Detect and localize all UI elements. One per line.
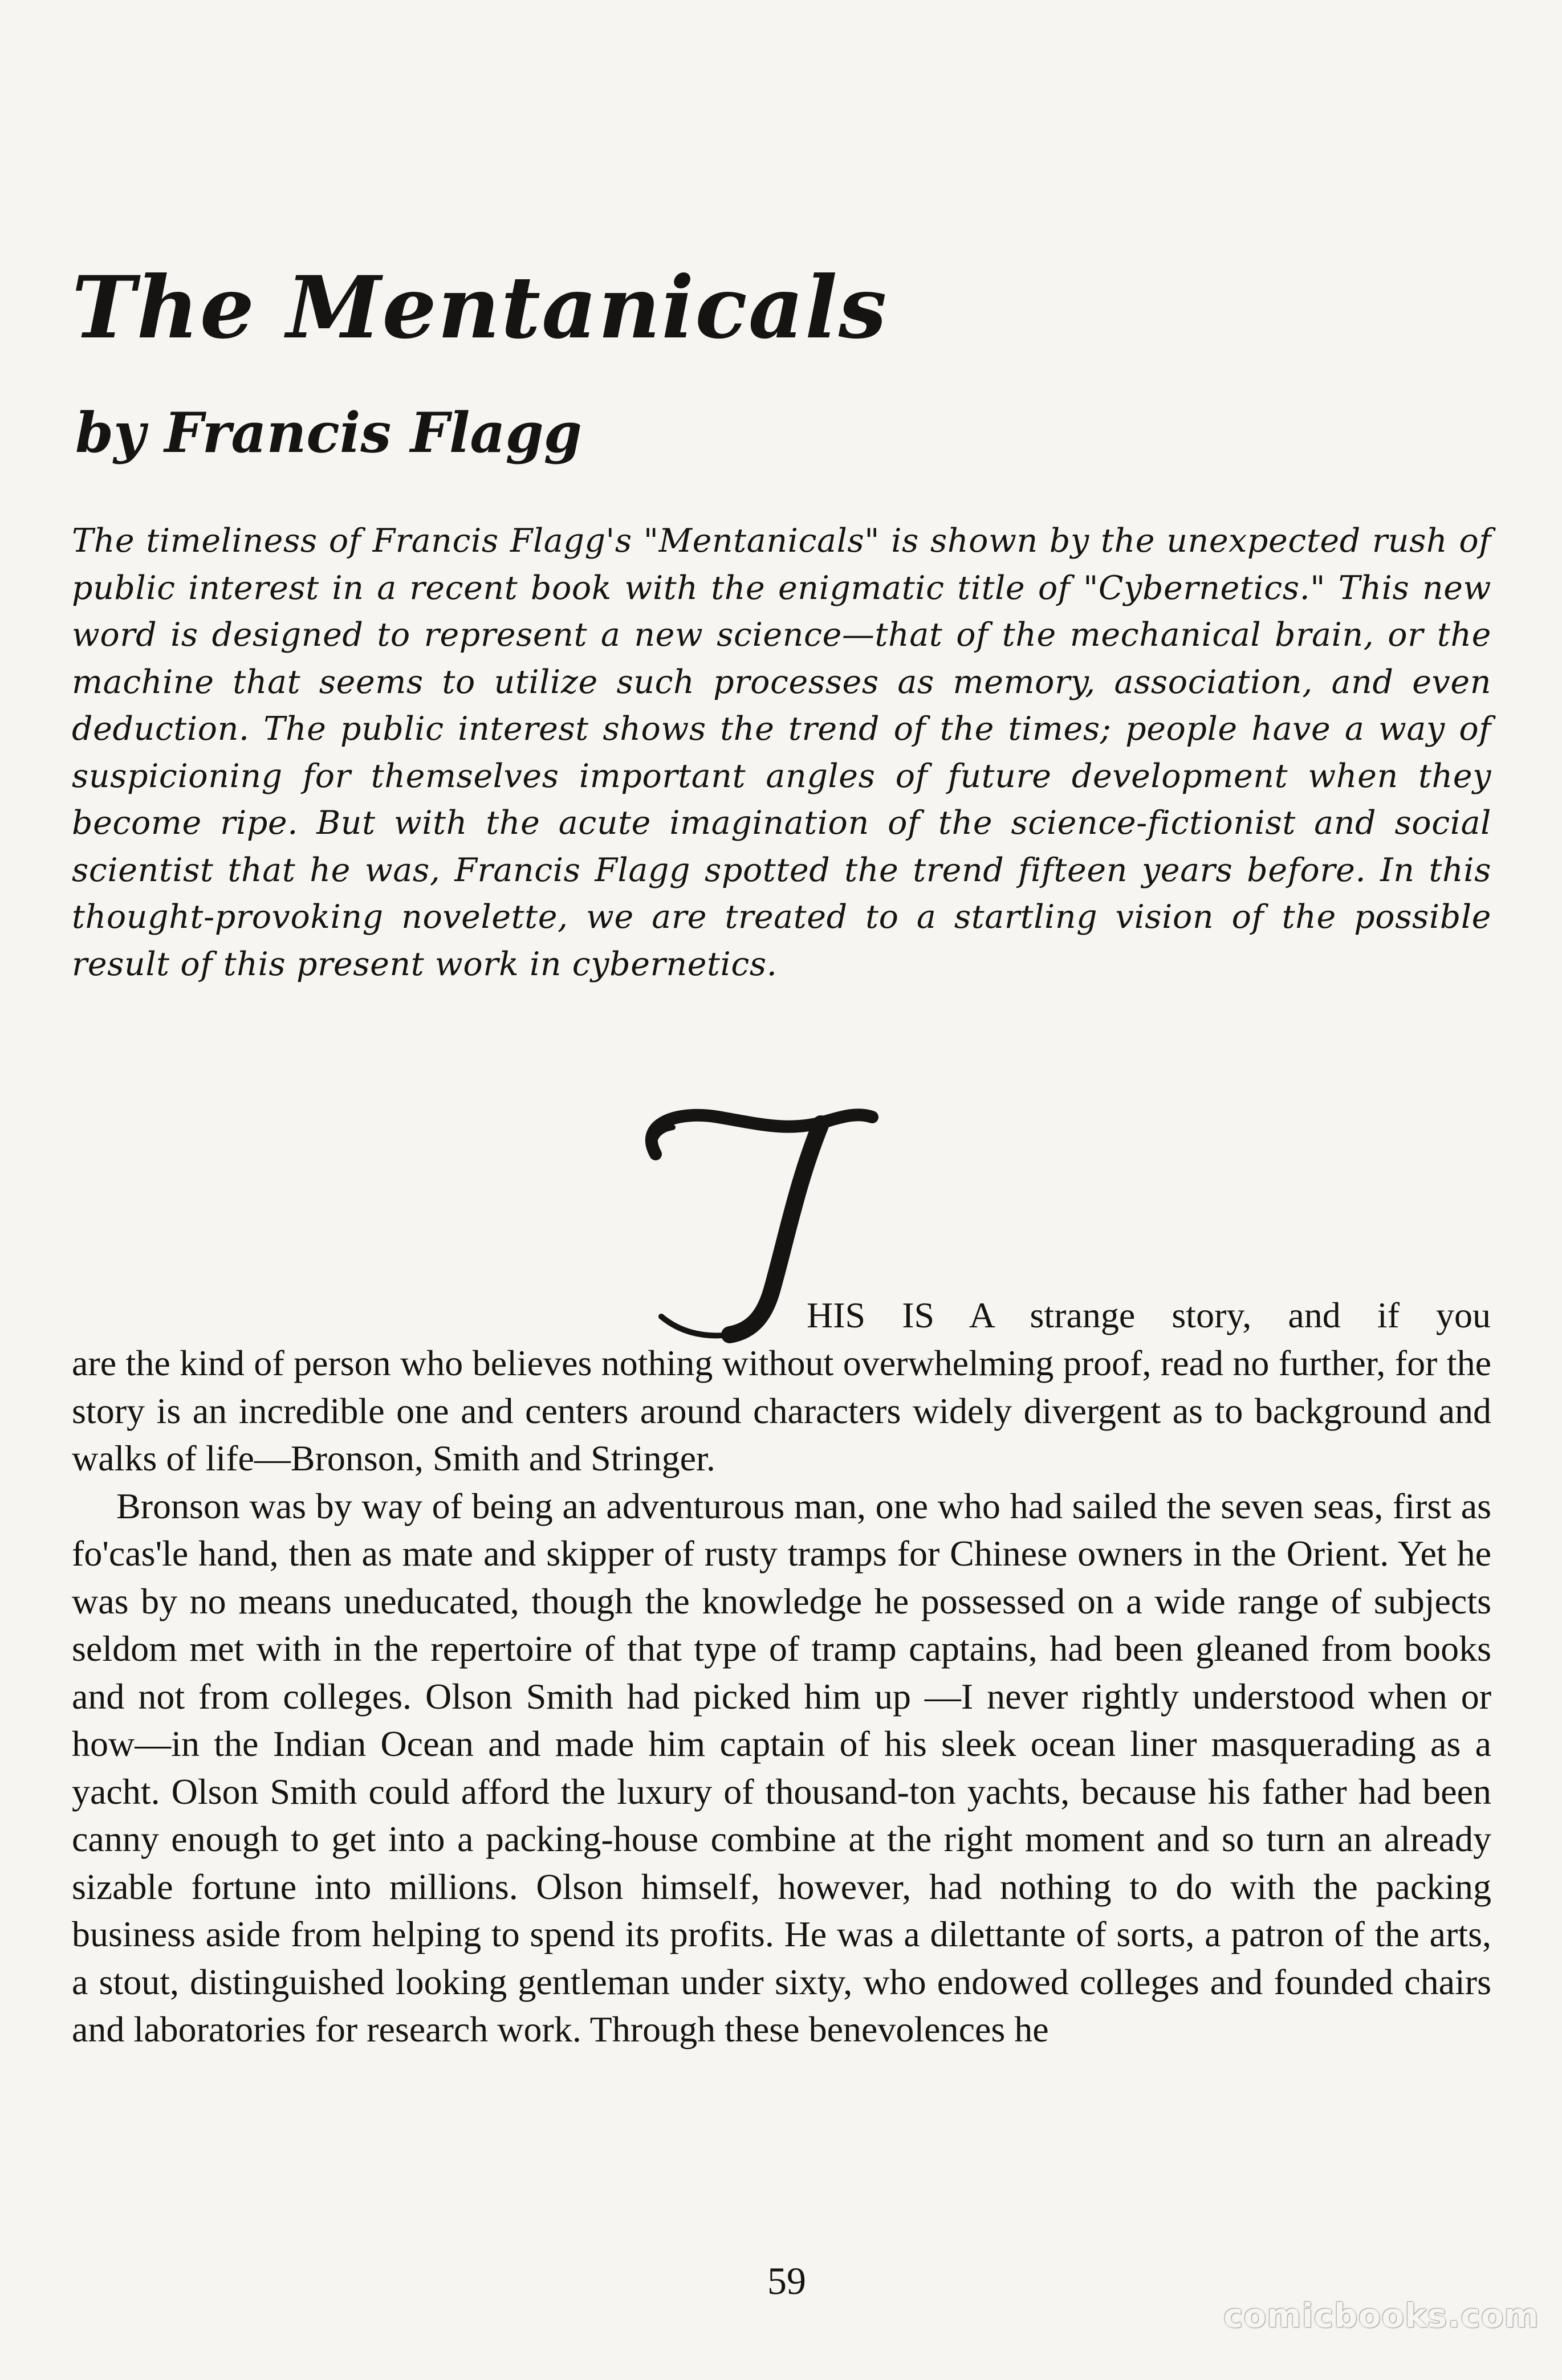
paragraph-2: Bronson was by way of being an adventurous man, one who had sailed the seven seas, first as fo'cas'le hand, then as mate and skipper of rusty tramps for Chinese owners in the Orient. Yet he was by no means uneducated, though the knowledge he possessed on a wide range of subjects seldom met with in the repertoire of that type of tramp captains, had been gleaned from books and not from colleges. Olson Smith had picked him up —I never rightly understood when or how—in the Indian Ocean and made him captain of his sleek ocean liner masquerading as a yacht. Olson Smith could afford the luxury of thousand-ton yachts, because his father had been canny enough to get into a packing-house combine at the right moment and so turn an already sizable fortune into millions. Olson himself, however, had nothing to do with the packing business aside from helping to spend its profits. He was a dilettante of sorts, a patron of the arts, a stout, distinguished looking gentleman under sixty, who endowed colleges and founded chairs and laboratories for research work. Through these benevolences he (72, 1485, 1491, 2049)
first-line-text: HIS IS A strange story, and if you (807, 1295, 1491, 1335)
author-byline: by Francis Flagg (75, 401, 582, 465)
watermark-logo: comicbooks.com (1223, 2296, 1539, 2335)
intro-paragraph: The timeliness of Francis Flagg's "Mentanicals" is shown by the unexpected rush of public interest in a recent book with the enigmatic title of "Cybernetics." This new word is designed to represent a new science—that of the mechanical brain, or the machine that seems to utilize such processes as memory, association, and even deduction. The public interest shows the trend of the times; people have a way of suspicioning for themselves important angles of future development when they become ripe. But with the acute imagination of the science-fictionist and social scientist that he was, Francis Flagg spotted the trend fifteen years before. In this thought-provoking novelette, we are treated to a startling vision of the possible result of this present work in cybernetics. (72, 522, 1491, 983)
paragraph-1: are the kind of person who believes nothing without overwhelming proof, read no further, for the story is an incredible one and centers around characters widely divergent as to background and walks of life—Bronson, Smith and Stringer. (72, 1343, 1491, 1478)
page-number: 59 (767, 2259, 806, 2302)
story-title: The Mentanicals (72, 258, 888, 358)
story-body (72, 1339, 1491, 2053)
